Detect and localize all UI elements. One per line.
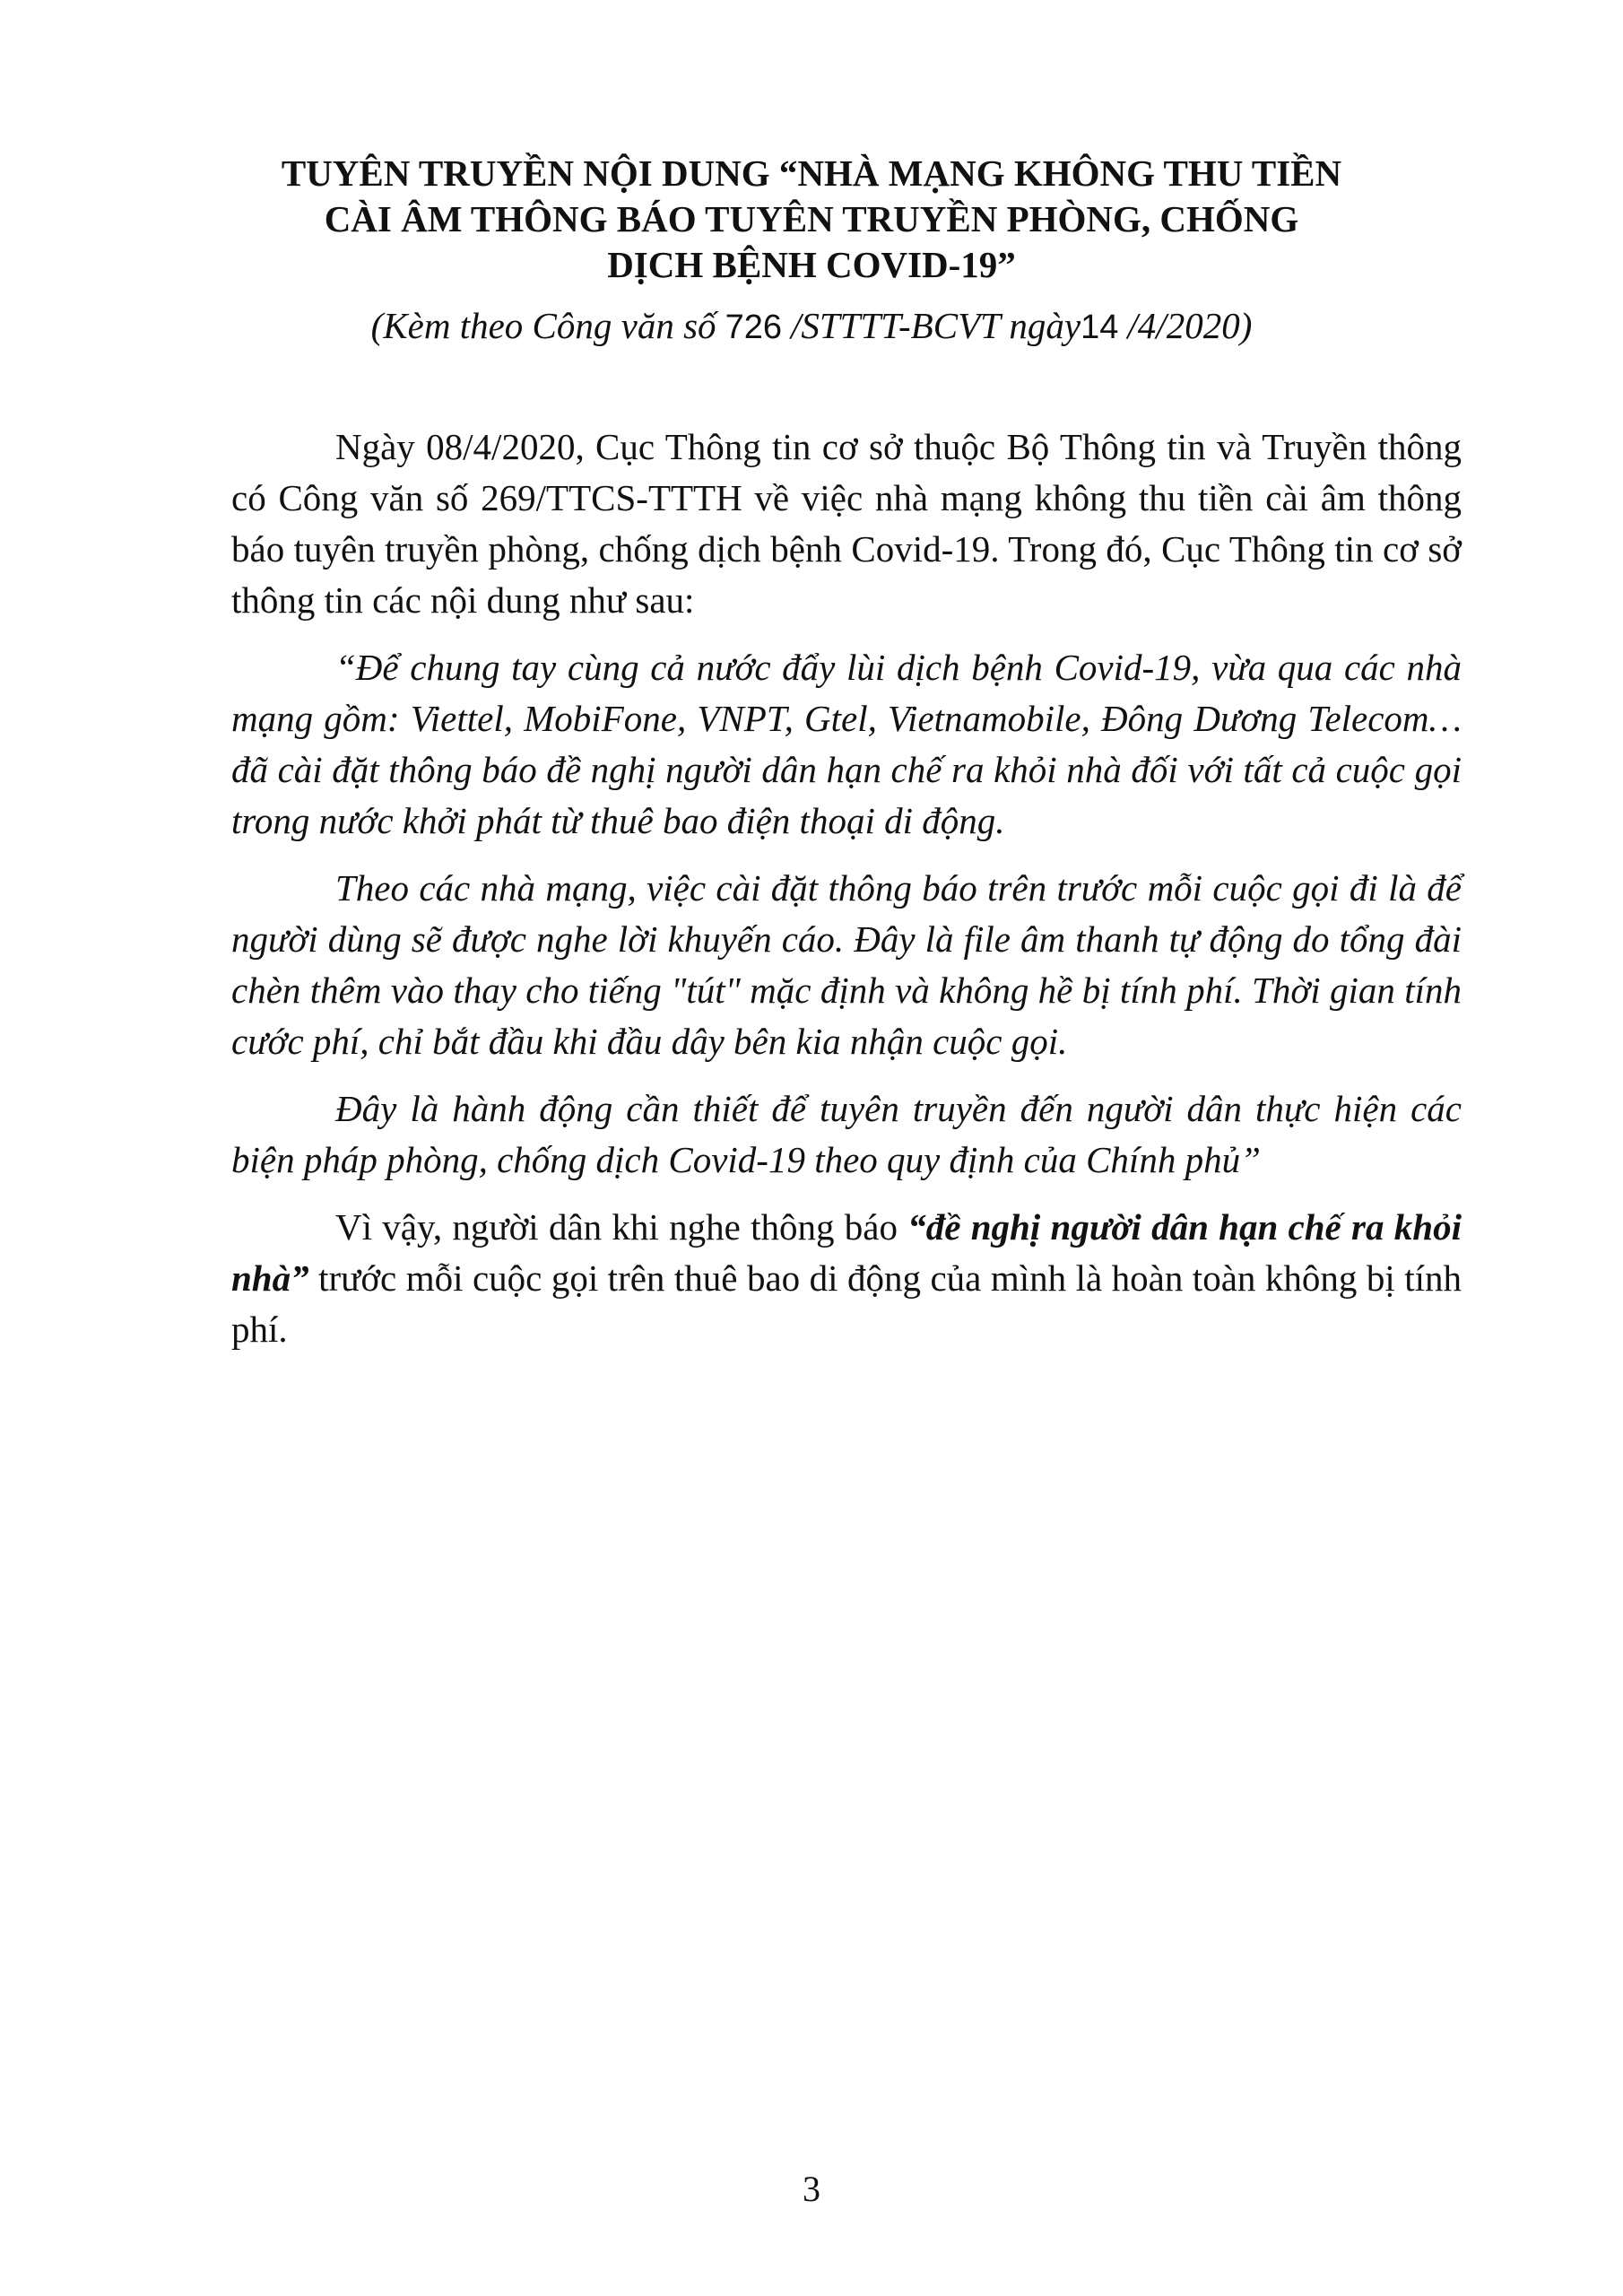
paragraph-conclusion [231, 1202, 1462, 1355]
conclusion-start: Vì vậy, người dân khi nghe thông báo [335, 1206, 908, 1248]
subtitle-prefix: (Kèm theo Công văn số [370, 305, 716, 346]
paragraph-quote-2: Theo các nhà mạng, việc cài đặt thông báo trên trước mỗi cuộc gọi đi là để người dùng sẽ được nghe lời khuyến cáo. Đây là file âm thanh tự động do tổng đài chèn thêm vào thay cho tiếng "tút" mặc định và không hề bị tính phí. Thời gian tính cước phí, chỉ bắt đầu khi đầu dây bên kia nhận cuộc gọi. [231, 867, 1462, 1062]
document-body [231, 422, 1462, 1371]
paragraph-intro: Ngày 08/4/2020, Cục Thông tin cơ sở thuộc Bộ Thông tin và Truyền thông có Công văn số 269/TTCS-TTTH về việc nhà mạng không thu tiền cài âm thông báo tuyên truyền phòng, chống dịch bệnh Covid-19. Trong đó, Cục Thông tin cơ sở thông tin các nội dung như sau: [231, 426, 1462, 621]
subtitle-suffix: /4/2020) [1127, 305, 1253, 346]
title-line-1: TUYÊN TRUYỀN NỘI DUNG “NHÀ MẠNG KHÔNG THU TIỀN [281, 152, 1342, 194]
page-number: 3 [803, 2169, 820, 2209]
document-number: 726 [725, 309, 782, 346]
conclusion-end: trước mỗi cuộc gọi trên thuê bao di động của mình là hoàn toàn không bị tính phí. [231, 1257, 1462, 1350]
document-day: 14 [1081, 309, 1119, 346]
conclusion-emphasis: “đề nghị người dân hạn chế ra khỏi nhà” [231, 1206, 1462, 1299]
title-line-2: CÀI ÂM THÔNG BÁO TUYÊN TRUYỀN PHÒNG, CHỐNG [324, 198, 1299, 239]
document-title [224, 151, 1399, 288]
paragraph-quote-1: “Để chung tay cùng cả nước đẩy lùi dịch bệnh Covid-19, vừa qua các nhà mạng gồm: Viettel, MobiFone, VNPT, Gtel, Vietnamobile, Đông Dương Telecom… đã cài đặt thông báo đề nghị người dân hạn chế ra khỏi nhà đối với tất cả cuộc gọi trong nước khởi phát từ thuê bao điện thoại di động. [231, 647, 1462, 841]
title-line-3: DỊCH BỆNH COVID-19” [607, 244, 1016, 285]
document-subtitle [224, 303, 1399, 351]
subtitle-middle: /STTTT-BCVT ngày [790, 305, 1081, 346]
paragraph-quote-3: Đây là hành động cần thiết để tuyên truyền đến người dân thực hiện các biện pháp phòng, chống dịch Covid-19 theo quy định của Chính phủ” [231, 1088, 1462, 1180]
